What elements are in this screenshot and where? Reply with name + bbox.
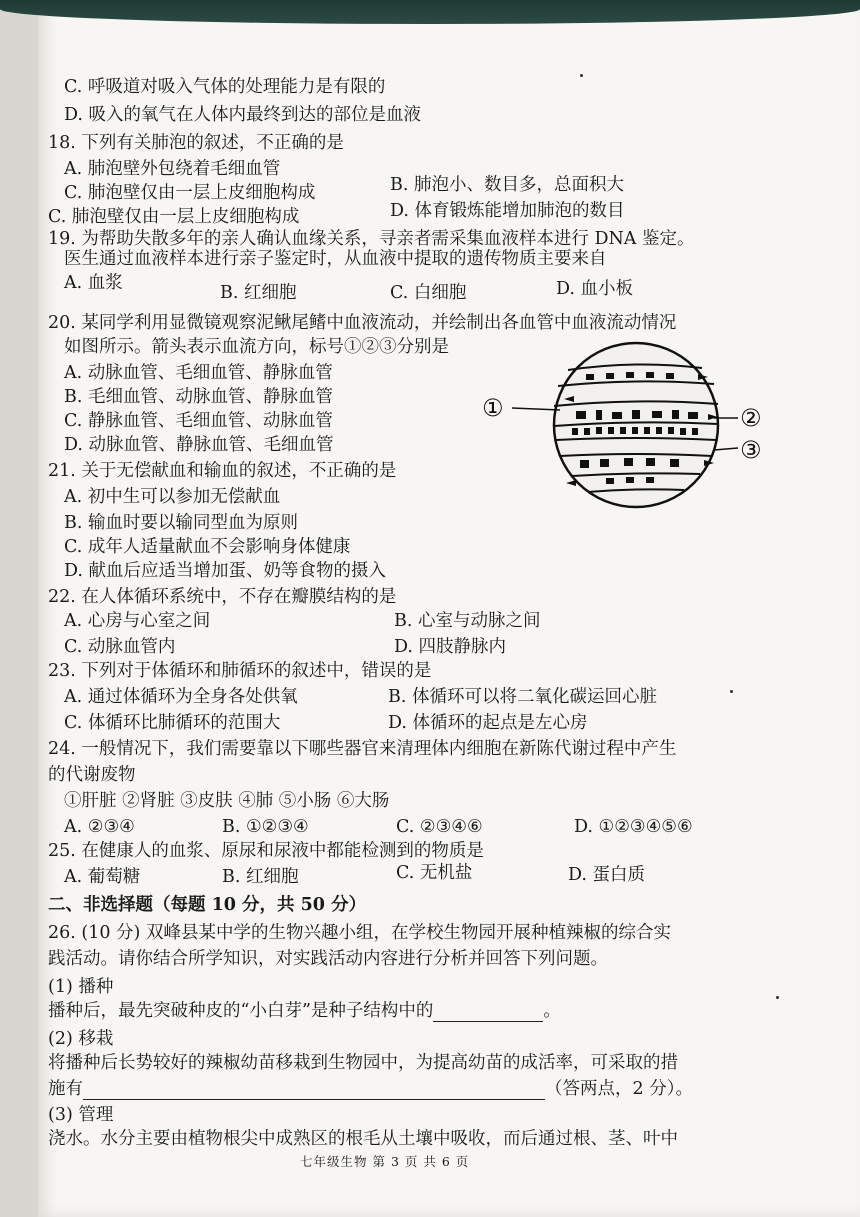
option-text: B. ①②③④ [222,817,309,837]
option-text: B. 毛细血管、动脉血管、静脉血管 [64,387,333,407]
option-text: D. 体育锻炼能增加肺泡的数目 [390,201,625,221]
option-text: A. 通过体循环为全身各处供氧 [64,687,298,707]
blood-flow-diagram [476,340,796,510]
subpart-prompt: 施有 [48,1079,83,1099]
question-20: 20. 某同学利用显微镜观察泥鳅尾鳍中血液流动，并绘制出各血管中血液流动情况 [48,313,677,333]
option-text: C. 体循环比肺循环的范围大 [64,713,281,733]
scan-speck [580,74,583,77]
subpart-heading: (2) 移栽 [48,1029,114,1049]
blood-vessel-figure [476,340,796,510]
option-text: C. 白细胞 [390,283,467,303]
option-text: A. ②③④ [64,817,135,837]
option-text: C. 无机盐 [396,863,473,883]
option-text: D. 四肢静脉内 [394,637,507,657]
question-21: 21. 关于无偿献血和输血的叙述，不正确的是 [48,461,397,481]
question-26: 26. (10 分) 双峰县某中学的生物兴趣小组，在学校生物园开展种植辣椒的综合实 [48,923,671,943]
option-text: B. 肺泡小、数目多，总面积大 [390,175,624,195]
option-text: C. 呼吸道对吸入气体的处理能力是有限的 [64,77,386,97]
question-18: 18. 下列有关肺泡的叙述，不正确的是 [48,133,344,153]
question-19: 19. 为帮助失散多年的亲人确认血缘关系，寻亲者需采集血液样本进行 DNA 鉴定。 [48,229,695,249]
page-footer: 七年级生物 第 3 页 共 6 页 [300,1154,470,1169]
question-25: 25. 在健康人的血浆、原尿和尿液中都能检测到的物质是 [48,841,484,861]
option-text: C. 静脉血管、毛细血管、动脉血管 [64,411,333,431]
option-text: D. 吸入的氧气在人体内最终到达的部位是血液 [64,105,422,125]
subpart-text: 浇水。水分主要由植物根尖中成熟区的根毛从土壤中吸收，而后通过根、茎、叶中 [48,1129,678,1149]
option-text: D. 蛋白质 [568,865,646,885]
option-text: A. 初中生可以参加无偿献血 [64,487,281,507]
subpart-note: （答两点，2 分）。 [545,1079,693,1099]
label-2: ② [740,404,762,432]
option-text: B. 输血时要以输同型血为原则 [64,513,298,533]
scan-speck [730,690,733,693]
option-text: B. 红细胞 [222,867,299,887]
question-22: 22. 在人体循环系统中，不存在瓣膜结构的是 [48,587,397,607]
punctuation: 。 [543,1001,561,1021]
option-text: C. 成年人适量献血不会影响身体健康 [64,537,351,557]
subpart-heading: (3) 管理 [48,1105,114,1125]
question-24-text: 的代谢废物 [48,765,136,785]
question-26-text: 践活动。请你结合所学知识，对实践活动内容进行分析并回答下列问题。 [48,949,608,969]
scan-speck [776,996,779,999]
option-text: A. 动脉血管、毛细血管、静脉血管 [64,363,333,383]
option-text: A. 心房与心室之间 [64,611,211,631]
option-text: D. 血小板 [556,279,634,299]
option-text: D. ①②③④⑤⑥ [574,817,693,837]
option-text: B. 红细胞 [220,283,297,303]
option-text: D. 动脉血管、静脉血管、毛细血管 [64,435,334,455]
subpart-text [48,1000,561,1022]
question-20-text: 如图所示。箭头表示血流方向，标号①②③分别是 [64,337,449,357]
label-3: ③ [740,436,762,464]
option-text: A. 肺泡壁外包绕着毛细血管 [64,159,281,179]
label-1: ① [482,394,504,422]
option-text: D. 献血后应适当增加蛋、奶等食物的摄入 [64,561,387,581]
option-text: C. 动脉血管内 [64,637,176,657]
subpart-text: 将播种后长势较好的辣椒幼苗移栽到生物园中，为提高幼苗的成活率，可采取的措 [48,1053,678,1073]
organ-list: ①肝脏 ②肾脏 ③皮肤 ④肺 ⑤小肠 ⑥大肠 [64,791,390,811]
question-24: 24. 一般情况下，我们需要靠以下哪些器官来清理体内细胞在新陈代谢过程中产生 [48,739,677,759]
option-text: C. ②③④⑥ [396,817,483,837]
option-text: C. 肺泡壁仅由一层上皮细胞构成 [48,207,300,227]
question-23: 23. 下列对于体循环和肺循环的叙述中，错误的是 [48,661,432,681]
option-text: A. 血浆 [64,273,123,293]
option-text: C. 肺泡壁仅由一层上皮细胞构成 [64,183,316,203]
subpart-heading: (1) 播种 [48,977,114,997]
answer-blank[interactable] [433,1003,543,1022]
section-heading: 二、非选择题（每题 10 分，共 50 分） [48,895,367,915]
option-text: B. 体循环可以将二氧化碳运回心脏 [388,687,657,707]
answer-blank[interactable] [83,1081,545,1100]
option-text: A. 葡萄糖 [64,867,141,887]
question-19-text: 医生通过血液样本进行亲子鉴定时，从血液中提取的遗传物质主要来自 [64,249,607,269]
option-text: B. 心室与动脉之间 [394,611,541,631]
subpart-text [48,1078,693,1100]
option-text: D. 体循环的起点是左心房 [388,713,588,733]
subpart-prompt: 播种后，最先突破种皮的“小白芽”是种子结构中的 [48,1001,434,1021]
